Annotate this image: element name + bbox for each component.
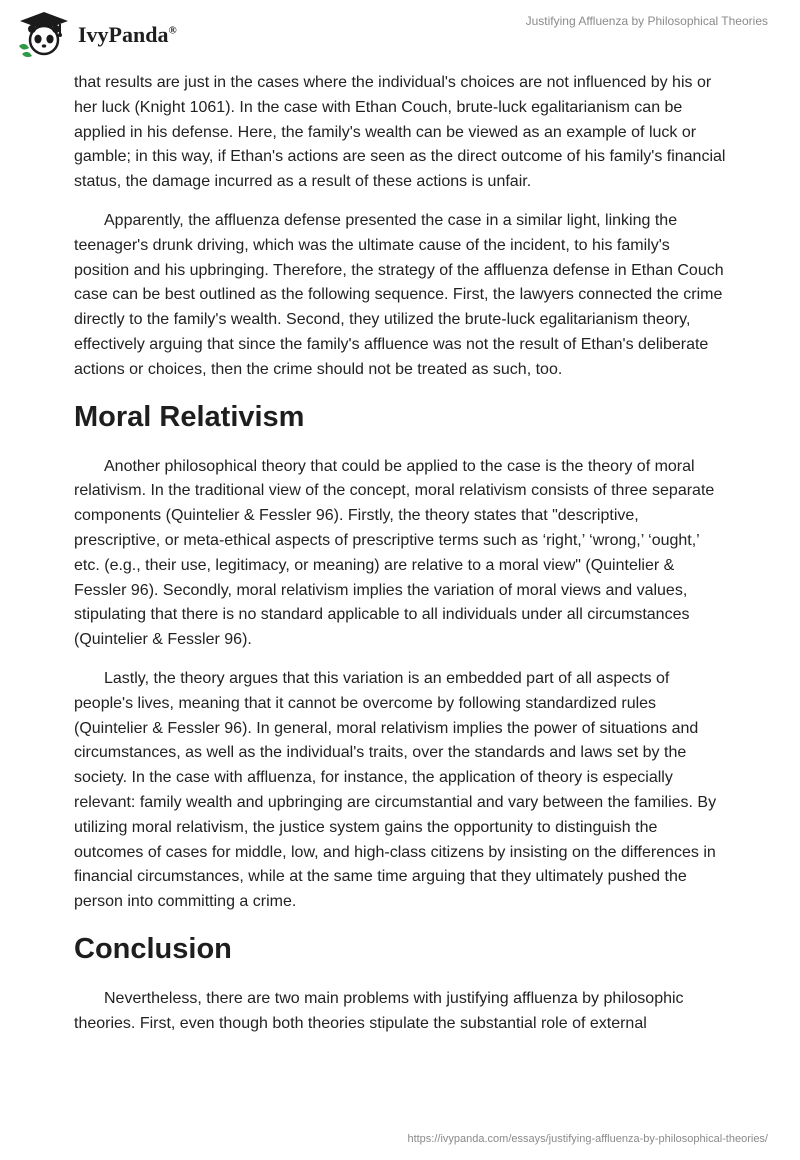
source-url[interactable]: https://ivypanda.com/essays/justifying-affluenza-by-philosophical-theories/ [407,1133,768,1145]
page-header [0,0,800,70]
paragraph-3: Another philosophical theory that could be applied to the case is the theory of moral relativism. In the traditional view of the concept, moral relativism consists of three separate components (Quintelier & Fessler 96). Firstly, the theory states that "descriptive, prescriptive, or meta-ethical aspects of prescriptive terms such as ‘right,’ ‘wrong,’ ‘ought,’ etc. (e.g., their use, legitimacy, or meaning) are relative to a moral view" (Quintelier & Fessler 96). Secondly, moral relativism implies the variation of moral views and values, stipulating that there is no standard applicable to all individuals under all circumstances (Quintelier & Fessler 96). [74,457,715,649]
essay-content [74,71,726,1051]
paragraph-4: Lastly, the theory argues that this variation is an embedded part of all aspects of people's lives, meaning that it cannot be overcome by following standardized rules (Quintelier & Fessler 96). In general, moral relativism implies the power of situations and circumstances, as well as the individual's traits, over the standards and laws set by the society. In the case with affluenza, for instance, the application of theory is especially relevant: family wealth and upbringing are circumstantial and vary between the families. By utilizing moral relativism, the justice system gains the opportunity to distinguish the outcomes of cases for middle, low, and high-class citizens by insisting on the differences in financial circumstances, while at the same time arguing that they ultimately pushed the person into committing a crime. [74,669,717,911]
paragraph-5: Nevertheless, there are two main problems with justifying affluenza by philosophic theories. First, even though both theories stipulate the substantial role of external [74,989,684,1032]
heading-moral-relativism: Moral Relativism [74,400,305,433]
paragraph-2: Apparently, the affluenza defense presented the case in a similar light, linking the teenager's drunk driving, which was the ultimate cause of the incident, to his family's position and his upbringing. Therefore, the strategy of the affluenza defense in Ethan Couch case can be best outlined as the following sequence. First, the lawyers connected the crime directly to the family's wealth. Second, they utilized the brute-luck egalitarianism theory, effectively arguing that since the family's affluence was not the result of Ethan's deliberate actions or choices, then the crime should not be treated as such, too. [74,211,724,378]
document-title: Justifying Affluenza by Philosophical Theories [525,14,768,28]
brand-name: IvyPanda® [78,22,177,47]
heading-conclusion: Conclusion [74,932,232,965]
panda-graduate-icon [16,10,72,58]
paragraph-1: that results are just in the cases where the individual's choices are not influenced by his or her luck (Knight 1061). In the case with Ethan Couch, brute-luck egalitarianism can be applied in his defense. Here, the family's wealth can be viewed as an example of luck or gamble; in this way, if Ethan's actions are seen as the direct outcome of his family's financial status, the damage incurred as a result of these actions is unfair. [74,74,726,191]
ivypanda-logo[interactable] [16,10,177,58]
